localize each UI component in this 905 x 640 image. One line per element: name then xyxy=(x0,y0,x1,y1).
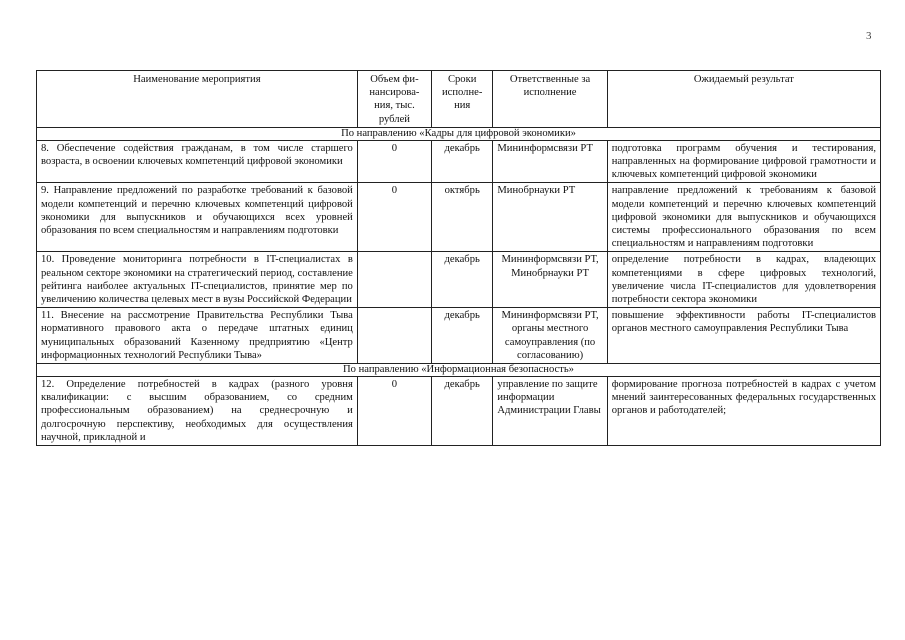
activity-responsible: Мининформсвязи РТ, Минобрнауки РТ xyxy=(493,252,607,308)
activity-funding xyxy=(357,252,431,308)
activity-result: подготовка программ обучения и тестирования, направленных на формирование цифровой грамотности и ключевых компетенций цифровой экономики xyxy=(607,140,880,183)
activity-name: 10. Проведение мониторинга потребности в IT-специалистах в реальном секторе экономики на стратегический период, составление рейтинга наиболее актуальных IT-специалистов, принятие мер по увеличению количества целевых мест в вузы Российской Федерации xyxy=(37,252,358,308)
page-number: 3 xyxy=(866,30,872,42)
header-responsible: Ответственные за исполнение xyxy=(493,71,607,128)
table-header-row xyxy=(37,71,881,128)
activity-result: формирование прогноза потребностей в кадрах с учетом мнений заинтересованных федеральных государственных органов и работодателей; xyxy=(607,377,880,446)
header-funding: Объем фи-нансирова-ния, тыс. рублей xyxy=(357,71,431,128)
activity-deadline: декабрь xyxy=(431,252,492,308)
table-row xyxy=(37,252,881,308)
section-row xyxy=(37,364,881,377)
activities-table xyxy=(36,70,881,446)
activity-name: 9. Направление предложений по разработке требований к базовой модели компетенций и перечню ключевых компетенций цифровой экономики для выпускников и обучающихся всех уровней образования по всем специальностям и направлениям подготовки xyxy=(37,183,358,252)
header-name: Наименование мероприятия xyxy=(37,71,358,128)
activity-responsible: управление по защите информации Администрации Главы xyxy=(493,377,607,446)
activity-deadline: декабрь xyxy=(431,308,492,364)
table-row xyxy=(37,140,881,183)
header-deadline: Сроки исполне-ния xyxy=(431,71,492,128)
activity-name: 11. Внесение на рассмотрение Правительства Республики Тыва нормативного правового акта о передаче штатных единиц муниципальных образований Казенному предприятию «Центр информационных технологий Республики Тыва» xyxy=(37,308,358,364)
section-title: По направлению «Кадры для цифровой экономики» xyxy=(37,127,881,140)
table-row xyxy=(37,377,881,446)
activity-funding xyxy=(357,308,431,364)
section-title: По направлению «Информационная безопасность» xyxy=(37,364,881,377)
activity-responsible: Мининформсвязи РТ, органы местного самоуправления (по согласованию) xyxy=(493,308,607,364)
activity-result: повышение эффективности работы IT-специалистов органов местного самоуправления Республики Тыва xyxy=(607,308,880,364)
activity-result: направление предложений к требованиям к базовой модели компетенций и перечню ключевых компетенций цифровой экономики для выпускников и обучающихся системы профессионального образования по всем специальностям и направлениям подготовки xyxy=(607,183,880,252)
activity-responsible: Мининформсвязи РТ xyxy=(493,140,607,183)
activity-name: 8. Обеспечение содействия гражданам, в том числе старшего возраста, в освоении ключевых компетенций цифровой экономики xyxy=(37,140,358,183)
activity-funding: 0 xyxy=(357,183,431,252)
activity-deadline: декабрь xyxy=(431,140,492,183)
activity-deadline: октябрь xyxy=(431,183,492,252)
table-row xyxy=(37,308,881,364)
table-row xyxy=(37,183,881,252)
activity-deadline: декабрь xyxy=(431,377,492,446)
header-result: Ожидаемый результат xyxy=(607,71,880,128)
section-row xyxy=(37,127,881,140)
activity-responsible: Минобрнауки РТ xyxy=(493,183,607,252)
activity-funding: 0 xyxy=(357,140,431,183)
activity-name: 12. Определение потребностей в кадрах (разного уровня квалификации: с высшим образованием, со средним профессиональным образованием) на среднесрочную и долгосрочную перспективу, необходимых для осуществления научной, прикладной и xyxy=(37,377,358,446)
activity-result: определение потребности в кадрах, владеющих компетенциями в сфере цифровых технологий, увеличение числа IT-специалистов для удовлетворения потребности сектора экономики xyxy=(607,252,880,308)
activity-funding: 0 xyxy=(357,377,431,446)
